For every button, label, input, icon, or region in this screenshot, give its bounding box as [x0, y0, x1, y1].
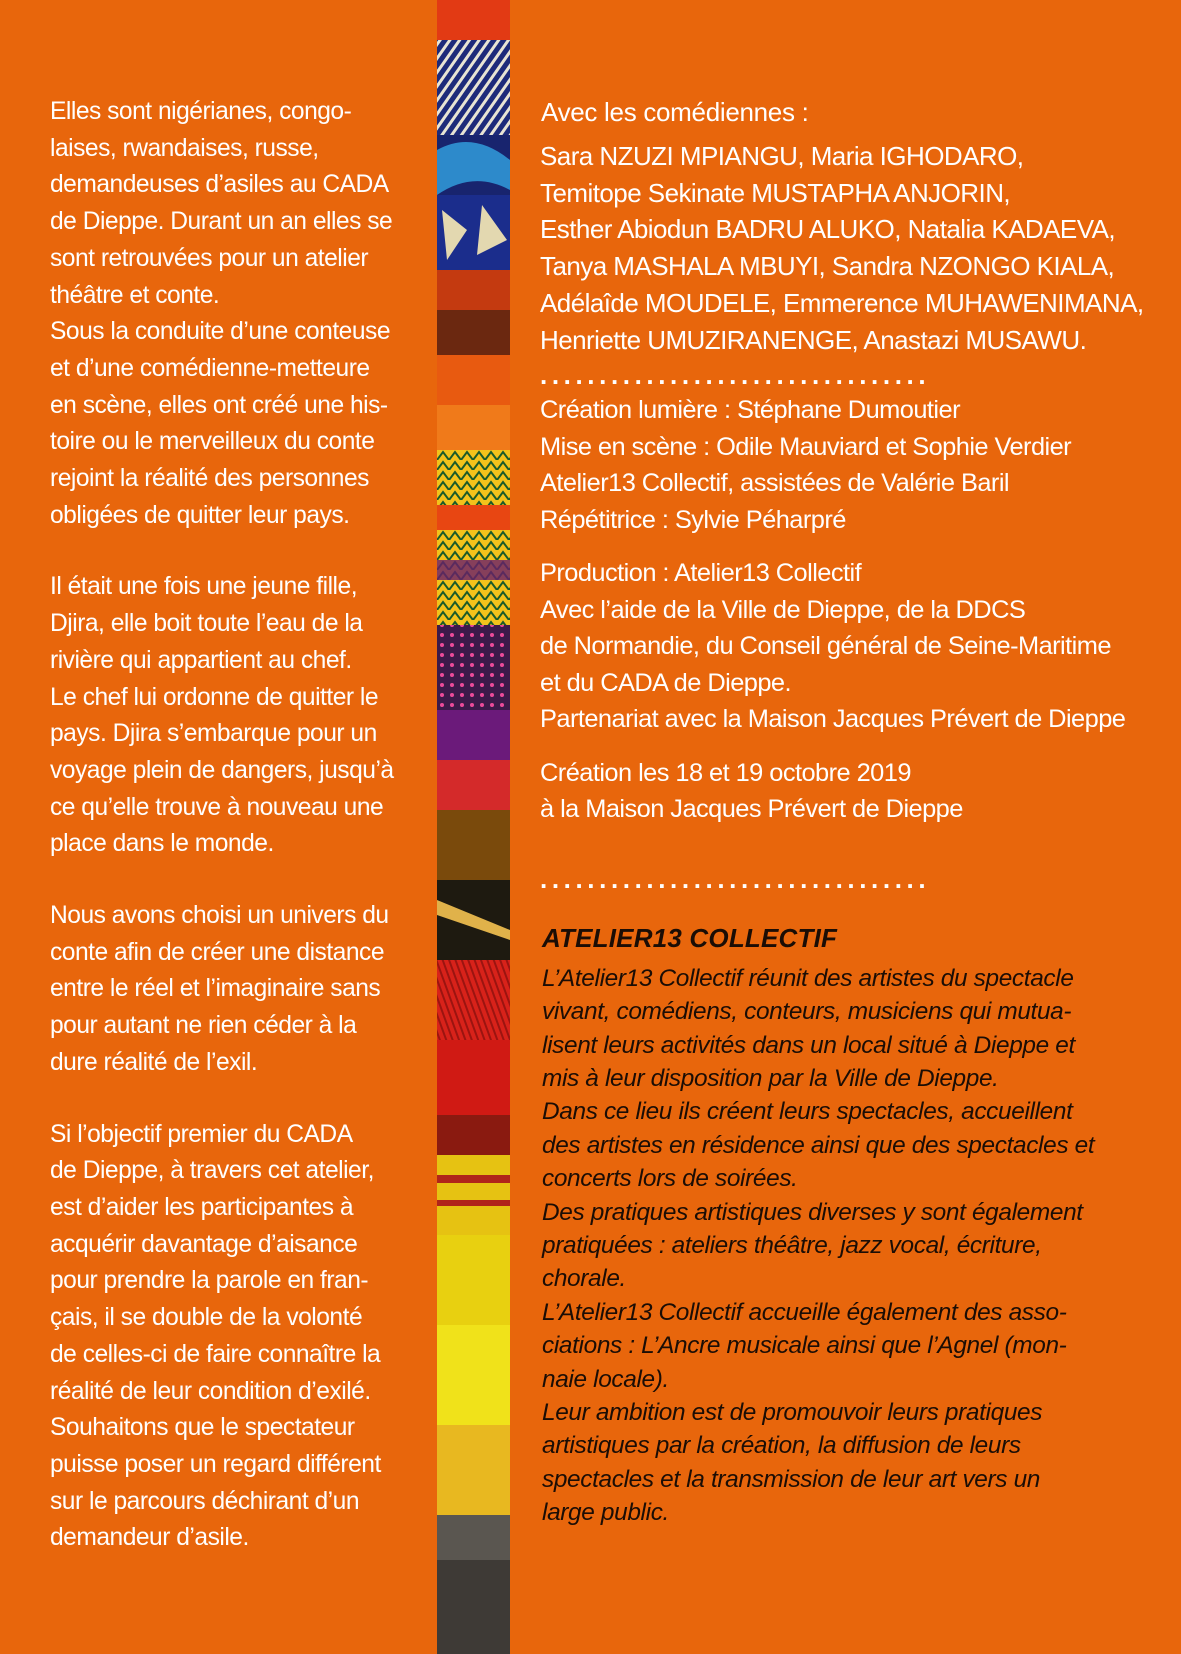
approach-paragraph: Nous avons choisi un univers du conte afin de créer une distance entre le réel et l’imaginaire sans pour autant ne rien céder à la dure réalité de l’exil. [50, 902, 389, 1076]
credits-column [540, 94, 1160, 1530]
intro-paragraph: Elles sont nigérianes, congo- laises, rwandaises, russe, demandeuses d’asiles au CADA de Dieppe. Durant un an elles se sont retrouvées pour un atelier théâtre et conte. Sous la conduite d’une conteuse et d’une comédienne-metteure en scène, elles ont créé une his- toire ou le merveilleux du conte rejoint la réalité des personnes obligées de quitter leur pays. [50, 98, 393, 529]
dotted-separator: ................................. [540, 863, 931, 894]
cast-heading: Avec les comédiennes : [541, 97, 809, 127]
atelier-title: ATELIER13 COLLECTIF [542, 922, 838, 953]
dotted-separator: ................................. [540, 360, 931, 391]
cast-list: Sara NZUZI MPIANGU, Maria IGHODARO, Temitope Sekinate MUSTAPHA ANJORIN, Esther Abiodun BADRU ALUKO, Natalia KADAEVA, Tanya MASHALA MBUYI, Sandra NZONGO KIALA, Adélaîde MOUDELE, Emmerence MUHAWENIMANA, Henriette UMUZIRANENGE, Anastazi MUSAWU. [540, 141, 1144, 355]
objective-paragraph: Si l’objectif premier du CADA de Dieppe, à travers cet atelier, est d’aider les participantes à acquérir davantage d’aisance pour prendre la parole en fran- çais, il se double de la volonté de celles-ci de faire connaître la réalité de leur condition d’exilé. Souhaitons que le spectateur puisse poser un regard différent sur le parcours déchirant d’un demandeur d’asile. [50, 1120, 381, 1552]
fabric-photo-strip [437, 0, 510, 1654]
production-credits: Production : Atelier13 Collectif Avec l’aide de la Ville de Dieppe, de la DDCS de Normandie, du Conseil général de Seine-Maritime et du CADA de Dieppe. Partenariat avec la Maison Jacques Prévert de Dieppe [540, 559, 1126, 734]
story-paragraph: Il était une fois une jeune fille, Djira, elle boit toute l’eau de la rivière qui appartient au chef. Le chef lui ordonne de quitter le pays. Djira s’embarque pour un voyage plein de dangers, jusqu’à ce qu’elle trouve à nouveau une place dans le monde. [50, 573, 394, 858]
atelier-description: L’Atelier13 Collectif réunit des artistes du spectacle vivant, comédiens, conteurs, musiciens qui mutua- lisent leurs activités dans un local situé à Dieppe et mis à leur disposition par la Ville de Dieppe. Dans ce lieu ils créent leurs spectacles, accueillent des artistes en résidence ainsi que des spectacles et concerts lors de soirées. Des pratiques artistiques diverses y sont également pratiquées : ateliers théâtre, jazz vocal, écriture, chorale. L’Atelier13 Collectif accueille également des asso- ciations : L’Ancre musicale ainsi que l’Agnel (mon- naie locale). Leur ambition est de promouvoir leurs pratiques artistiques par la création, la diffusion de leurs spectacles et la transmission de leur art vers un large public. [542, 964, 1095, 1527]
premiere-info: Création les 18 et 19 octobre 2019 à la Maison Jacques Prévert de Dieppe [540, 758, 963, 824]
description-column [50, 94, 422, 1557]
creative-credits: Création lumière : Stéphane Dumoutier Mise en scène : Odile Mauviard et Sophie Verdier Atelier13 Collectif, assistées de Valérie Baril Répétitrice : Sylvie Péharpré [540, 396, 1072, 534]
